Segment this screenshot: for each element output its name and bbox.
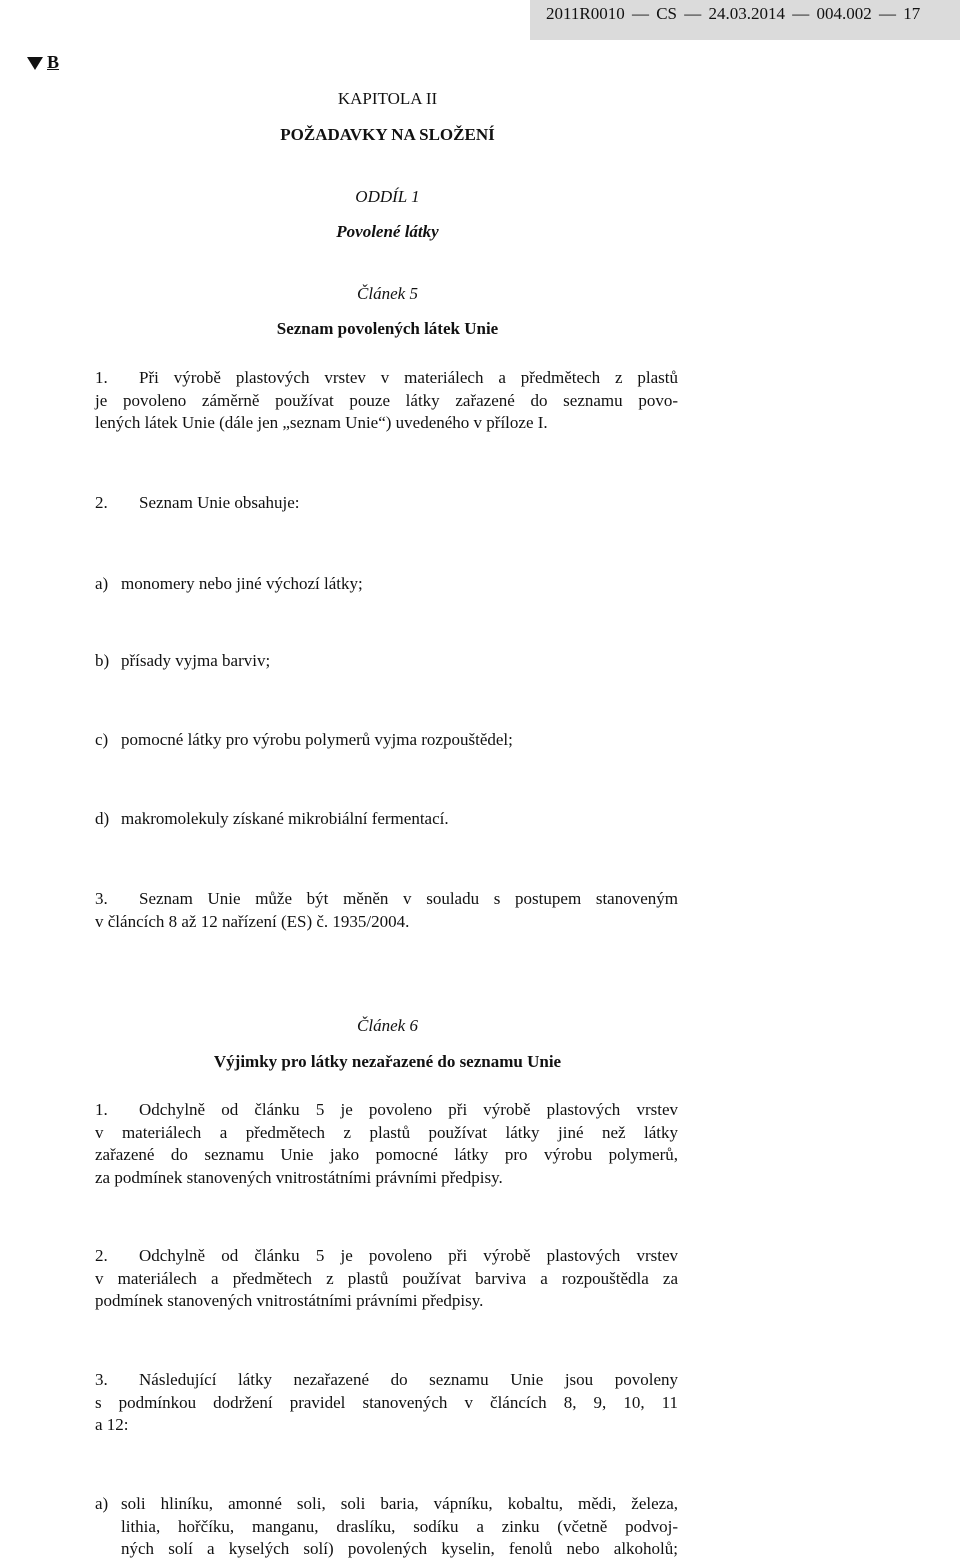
- article-6-title: Výjimky pro látky nezařazené do seznamu Unie: [213, 1052, 562, 1071]
- list-item-label: d): [95, 809, 110, 828]
- paragraph-line: lených látek Unie (dále jen „seznam Unie“) uvedeného v příloze I.: [95, 413, 548, 432]
- list-item-label: a): [95, 574, 109, 593]
- list-item-label: a): [95, 1494, 109, 1513]
- amendment-marker[interactable]: [27, 52, 59, 73]
- list-item-text: pomocné látky pro výrobu polymerů vyjma rozpouštědel;: [121, 730, 513, 749]
- article-5-paragraph-3: [95, 888, 678, 933]
- paragraph-line: v materiálech a předmětech z plastů používat barviva a rozpouštědla za: [95, 1268, 678, 1288]
- article-5-paragraph-2: [95, 492, 678, 515]
- article-6-paragraph-1: [95, 1099, 678, 1189]
- paragraph-number: 1.: [95, 368, 108, 387]
- paragraph-line: je povoleno záměrně používat pouze látky zařazené do seznamu povo-: [95, 390, 678, 410]
- paragraph-line: 2. Odchylně od článku 5 je povoleno při výrobě plastových vrstev: [95, 1245, 678, 1268]
- paragraph-line: v materiálech a předmětech z plastů používat látky jiné než látky: [95, 1122, 678, 1142]
- article-6-label: Článek 6: [357, 1016, 418, 1035]
- list-item-label: b): [95, 651, 110, 670]
- paragraph-line: 3. Následující látky nezařazené do seznamu Unie jsou povoleny: [95, 1369, 678, 1392]
- article-6-list-item-a: [95, 1493, 678, 1561]
- section-title: Povolené látky: [336, 222, 439, 241]
- list-item-text: přísady vyjma barviv;: [121, 651, 271, 670]
- paragraph-number: 1.: [95, 1100, 108, 1119]
- paragraph-line: 2. Seznam Unie obsahuje:: [95, 492, 678, 515]
- paragraph-line: za podmínek stanovených vnitrostátními právními předpisy.: [95, 1167, 503, 1187]
- section-label: ODDÍL 1: [355, 187, 420, 206]
- list-item-b: [95, 650, 678, 673]
- amendment-marker-label: B: [47, 52, 60, 72]
- paragraph-line: zařazené do seznamu Unie jako pomocné látky pro výrobu polymerů,: [95, 1145, 678, 1164]
- article-6-paragraph-3: [95, 1369, 678, 1437]
- paragraph-line: v článcích 8 až 12 nařízení (ES) č. 1935/2004.: [95, 911, 410, 931]
- article-5-paragraph-1: [95, 367, 678, 435]
- paragraph-line: 1. Odchylně od článku 5 je povoleno při výrobě plastových vrstev: [95, 1099, 678, 1122]
- triangle-down-icon: [27, 57, 43, 70]
- paragraph-number: 2.: [95, 1246, 108, 1265]
- list-item-text: lithia, hořčíku, manganu, draslíku, sodíku a zinku (včetně podvoj-: [121, 1516, 678, 1536]
- list-item-d: [95, 808, 678, 831]
- chapter-label: KAPITOLA II: [337, 89, 438, 108]
- list-item-text: makromolekuly získané mikrobiální fermentací.: [121, 809, 449, 828]
- chapter-title: POŽADAVKY NA SLOŽENÍ: [280, 125, 495, 144]
- paragraph-number: 3.: [95, 1370, 108, 1389]
- paragraph-number: 2.: [95, 493, 108, 512]
- document-header: 2011R0010 — CS — 24.03.2014 — 004.002 — 17: [546, 4, 921, 23]
- list-item-text: ných solí a kyselých solí) povolených kyselin, fenolů nebo alkoholů;: [121, 1539, 678, 1558]
- paragraph-line: 1. Při výrobě plastových vrstev v materiálech a předmětech z plastů: [95, 367, 678, 390]
- list-item-a: [95, 573, 678, 596]
- list-item-text: soli hliníku, amonné soli, soli baria, vápníku, kobaltu, mědi, železa,: [121, 1494, 678, 1513]
- article-5-title: Seznam povolených látek Unie: [276, 319, 499, 338]
- article-6-paragraph-2: [95, 1245, 678, 1313]
- list-item-label: c): [95, 730, 109, 749]
- article-5-label: Článek 5: [357, 284, 418, 303]
- paragraph-line: s podmínkou dodržení pravidel stanovených v článcích 8, 9, 10, 11: [95, 1392, 678, 1412]
- paragraph-line: 3. Seznam Unie může být měněn v souladu s postupem stanoveným: [95, 888, 678, 911]
- paragraph-line: podmínek stanovených vnitrostátními právními předpisy.: [95, 1291, 484, 1310]
- paragraph-number: 3.: [95, 889, 108, 908]
- list-item-text: monomery nebo jiné výchozí látky;: [121, 574, 363, 593]
- paragraph-line: a 12:: [95, 1415, 129, 1434]
- list-item-c: [95, 729, 678, 752]
